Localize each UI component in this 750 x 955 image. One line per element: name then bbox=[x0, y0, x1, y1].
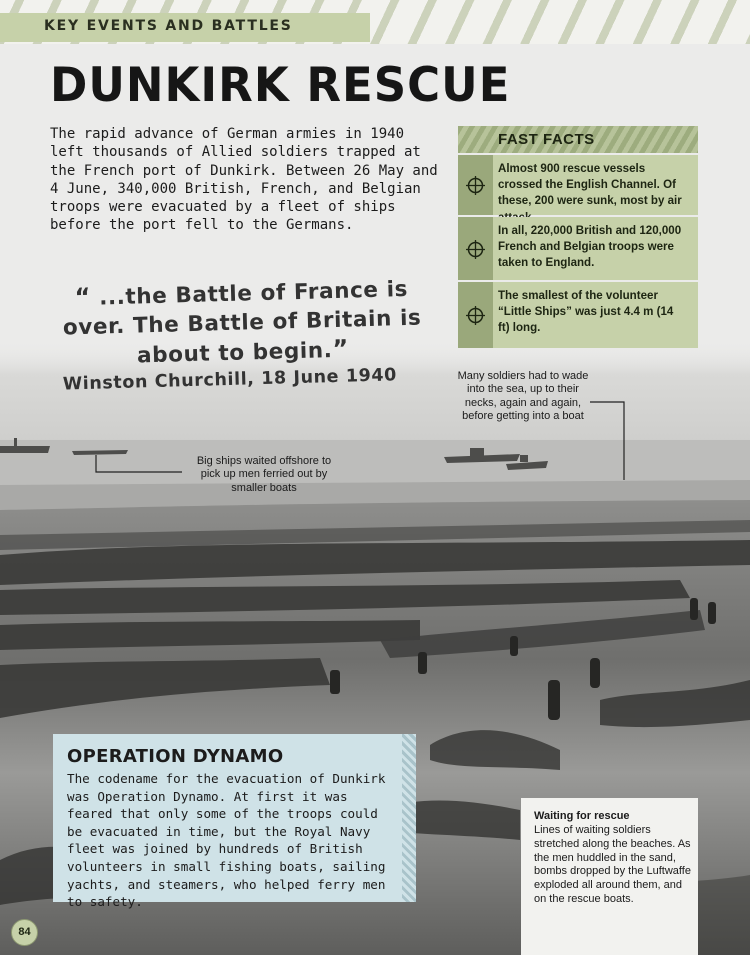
crosshair-icon bbox=[458, 282, 493, 348]
fast-fact-text: Almost 900 rescue vessels crossed the English Channel. Of these, 200 were sunk, most by air bbox=[498, 161, 682, 208]
crosshair-icon bbox=[458, 155, 493, 215]
operation-dynamo-box bbox=[53, 734, 416, 910]
hatched-edge bbox=[402, 734, 416, 902]
open-quote-mark: “ bbox=[74, 282, 92, 312]
close-quote-mark: ” bbox=[332, 334, 350, 364]
caption-ships: Big ships waited offshore to pick up men ferried out by smaller boats bbox=[196, 455, 332, 494]
fast-fact-item bbox=[458, 282, 698, 348]
fast-fact-item bbox=[458, 155, 698, 215]
fast-fact-item bbox=[458, 217, 698, 280]
section-label: KEY EVENTS AND BATTLES bbox=[44, 18, 293, 34]
fast-facts-header bbox=[458, 126, 698, 153]
quote-text: ...the Battle of France is over. The Battle of Britain is about to begin. bbox=[62, 276, 422, 369]
page-number: 84 bbox=[18, 926, 31, 938]
fast-facts-heading: FAST FACTS bbox=[498, 131, 595, 148]
page-number-badge bbox=[11, 919, 38, 946]
operation-dynamo-text: The codename for the evacuation of Dunkirk was Operation Dynamo. At first it was feared that only some of the troops could be evacuated in time, but the Royal Navy fleet was joined by hundreds of British volunteers in small fishing boats, sailing yachts, and steamers, who helped ferry men to safety. bbox=[67, 771, 386, 910]
churchill-quote bbox=[46, 273, 439, 397]
waiting-text: Lines of waiting soldiers stretched along the beaches. As the men huddled in the sand, bombs dropped by the Luftwaffe exploded all around them, and on the rescue boats. bbox=[534, 824, 691, 905]
quote-attribution: Winston Churchill, 18 June 1940 bbox=[62, 365, 398, 395]
page-title: DUNKIRK RESCUE bbox=[50, 56, 511, 113]
section-tag bbox=[0, 13, 370, 42]
intro-text: The rapid advance of German armies in 1940 left thousands of Allied soldiers trapped at the French port of Dunkirk. Between 26 May and 4 June, 340,000 British, French, and Belgian troops were evacuated by a fleet of ships before the port fell to the Germans. bbox=[50, 126, 438, 234]
fast-fact-text: The smallest of the volunteer “Little Ships” was just 4.4 m (14 ft) long. bbox=[498, 288, 674, 335]
waiting-for-rescue-box bbox=[521, 798, 698, 955]
waiting-title: Waiting for rescue bbox=[534, 810, 630, 822]
fast-fact-text: In all, 220,000 British and 120,000 French and Belgian troops were taken to England. bbox=[498, 223, 682, 270]
crosshair-icon bbox=[458, 217, 493, 280]
fast-facts-panel bbox=[458, 126, 698, 348]
operation-dynamo-heading: OPERATION DYNAMO bbox=[67, 746, 284, 767]
caption-wade: Many soldiers had to wade into the sea, up to their necks, again and again, before getting into a boat bbox=[457, 370, 589, 423]
